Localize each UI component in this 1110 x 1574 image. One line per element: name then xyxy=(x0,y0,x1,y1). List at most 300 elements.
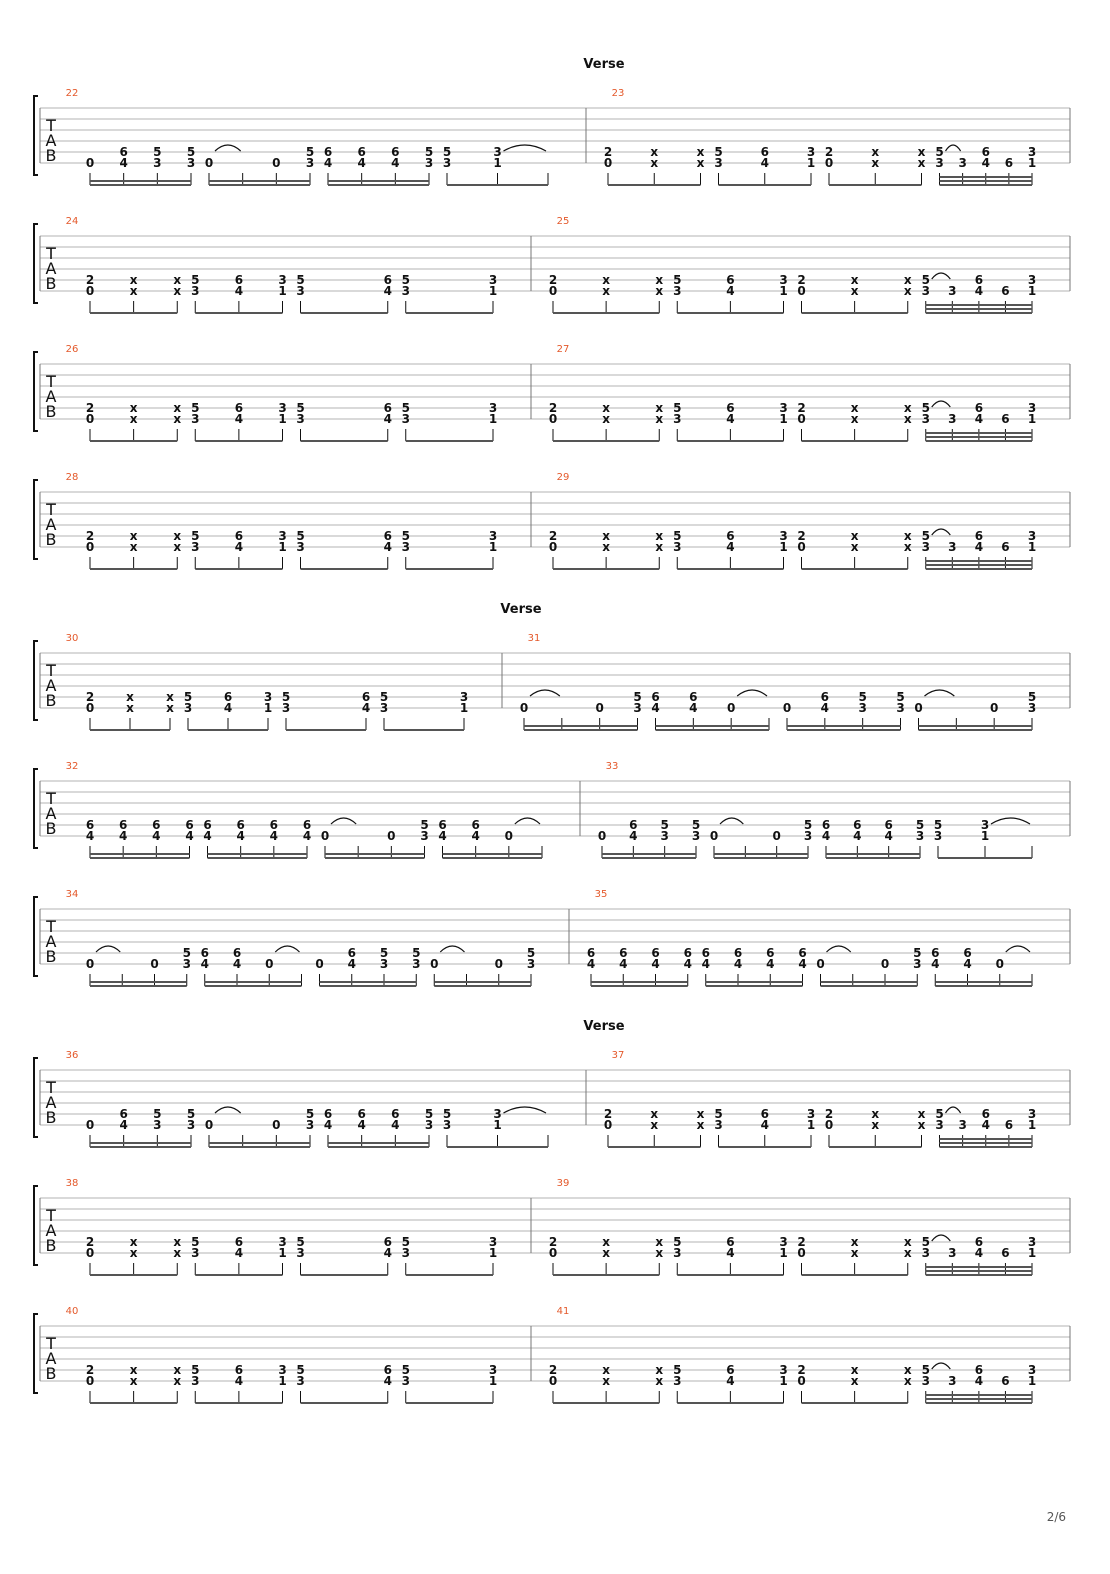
fret-number: 5 xyxy=(401,401,410,415)
tab-clef-letter: T xyxy=(46,1206,56,1225)
fret-number: 2 xyxy=(797,1235,806,1249)
fret-number: 4 xyxy=(391,156,400,170)
fret-number: 6 xyxy=(391,1107,400,1121)
fret-number: 6 xyxy=(323,1107,333,1121)
fret-number: x xyxy=(173,284,182,298)
fret-number: 6 xyxy=(651,690,660,704)
fret-number: 5 xyxy=(401,273,410,287)
measure-number: 34 xyxy=(65,889,79,900)
fret-number: 4 xyxy=(223,701,233,715)
fret-number: 0 xyxy=(504,829,514,843)
fret-number: 6 xyxy=(760,1107,769,1121)
fret-number: 6 xyxy=(884,818,893,832)
tab-clef-letter: B xyxy=(45,947,57,966)
fret-number: x xyxy=(173,1374,182,1388)
fret-number: 3 xyxy=(673,284,682,298)
fret-number: 3 xyxy=(673,540,682,554)
fret-number: 1 xyxy=(779,412,788,426)
fret-number: 6 xyxy=(629,818,638,832)
fret-number: x xyxy=(871,1107,880,1121)
fret-number: 6 xyxy=(619,946,628,960)
fret-number: 3 xyxy=(779,1363,788,1377)
fret-number: 6 xyxy=(974,529,984,543)
fret-number: 5 xyxy=(803,818,813,832)
fret-number: 5 xyxy=(921,529,930,543)
fret-number: 5 xyxy=(858,690,867,704)
fret-number: x xyxy=(871,156,880,170)
tie-arc xyxy=(932,273,951,279)
fret-number: x xyxy=(903,401,912,415)
fret-number: 3 xyxy=(948,1246,957,1260)
fret-number: 5 xyxy=(442,1107,452,1121)
fret-number: 4 xyxy=(974,540,984,554)
fret-number: 4 xyxy=(323,156,333,170)
fret-number: 6 xyxy=(236,818,245,832)
fret-number: 4 xyxy=(236,829,245,843)
fret-number: 2 xyxy=(797,273,806,287)
fret-number: 1 xyxy=(488,284,498,298)
fret-number: x xyxy=(655,1374,664,1388)
fret-number: 4 xyxy=(760,1118,769,1132)
fret-number: 6 xyxy=(302,818,312,832)
fret-number: 4 xyxy=(357,156,366,170)
fret-number: 5 xyxy=(305,1107,315,1121)
fret-number: x xyxy=(850,529,859,543)
system-bracket xyxy=(34,769,38,848)
fret-number: 0 xyxy=(797,540,806,554)
fret-number: 3 xyxy=(935,156,944,170)
fret-number: 6 xyxy=(471,818,480,832)
fret-number: 6 xyxy=(234,273,244,287)
section-label: Verse xyxy=(500,602,542,617)
fret-number: 3 xyxy=(958,156,967,170)
fret-number: x xyxy=(903,412,912,426)
fret-number: 3 xyxy=(806,1107,816,1121)
fret-number: 6 xyxy=(1001,412,1010,426)
fret-number: x xyxy=(129,412,138,426)
fret-number: 3 xyxy=(305,1118,315,1132)
fret-number: 3 xyxy=(488,1235,498,1249)
fret-number: x xyxy=(696,145,705,159)
fret-number: 3 xyxy=(191,1374,200,1388)
fret-number: 6 xyxy=(701,946,710,960)
fret-number: x xyxy=(602,284,610,298)
fret-number: x xyxy=(655,540,664,554)
tab-clef-letter: B xyxy=(45,274,57,293)
tie-arc xyxy=(96,946,120,952)
tie-arc xyxy=(827,946,851,952)
fret-number: x xyxy=(173,529,182,543)
fret-number: 3 xyxy=(488,401,498,415)
system-bracket xyxy=(34,1058,38,1137)
fret-number: x xyxy=(166,701,174,715)
fret-number: 4 xyxy=(391,1118,400,1132)
tie-arc xyxy=(1006,946,1030,952)
fret-number: x xyxy=(655,401,664,415)
fret-number: x xyxy=(850,1246,859,1260)
measure-number: 25 xyxy=(556,216,570,227)
fret-number: 2 xyxy=(85,529,95,543)
fret-number: x xyxy=(173,1363,182,1377)
fret-number: 6 xyxy=(85,818,95,832)
fret-number: 4 xyxy=(651,957,660,971)
fret-number: 5 xyxy=(442,145,452,159)
fret-number: 5 xyxy=(186,1107,196,1121)
fret-number: 6 xyxy=(357,145,366,159)
fret-number: x xyxy=(655,529,664,543)
fret-number: x xyxy=(917,1107,926,1121)
fret-number: 0 xyxy=(150,957,159,971)
system-bracket xyxy=(34,352,38,431)
tab-clef-letter: T xyxy=(46,789,56,808)
fret-number: 3 xyxy=(673,1246,682,1260)
fret-number: 5 xyxy=(714,145,723,159)
tie-arc xyxy=(215,1107,241,1113)
measure-number: 22 xyxy=(65,88,79,99)
fret-number: 2 xyxy=(548,401,558,415)
tab-clef-letter: B xyxy=(45,1108,57,1127)
fret-number: 3 xyxy=(1027,401,1037,415)
fret-number: x xyxy=(903,284,912,298)
tie-arc xyxy=(932,529,951,535)
fret-number: 5 xyxy=(182,946,191,960)
fret-number: x xyxy=(655,273,664,287)
fret-number: 2 xyxy=(85,401,95,415)
fret-number: 3 xyxy=(921,1374,930,1388)
fret-number: 2 xyxy=(548,1363,558,1377)
fret-number: 4 xyxy=(383,412,392,426)
fret-number: 3 xyxy=(305,156,315,170)
measure-number: 39 xyxy=(556,1178,570,1189)
fret-number: 5 xyxy=(673,1363,682,1377)
fret-number: 4 xyxy=(269,829,279,843)
fret-number: 3 xyxy=(921,1246,930,1260)
fret-number: 3 xyxy=(296,540,305,554)
fret-number: 3 xyxy=(633,701,642,715)
fret-number: 4 xyxy=(203,829,212,843)
fret-number: 4 xyxy=(701,957,710,971)
fret-number: 6 xyxy=(361,690,371,704)
fret-number: 3 xyxy=(1027,273,1037,287)
fret-number: x xyxy=(173,1235,182,1249)
fret-number: 0 xyxy=(816,957,825,971)
fret-number: 2 xyxy=(797,401,806,415)
fret-number: 6 xyxy=(586,946,596,960)
fret-number: 3 xyxy=(779,529,788,543)
fret-number: 3 xyxy=(401,1246,410,1260)
fret-number: 0 xyxy=(603,1118,613,1132)
fret-number: 5 xyxy=(191,1235,200,1249)
tab-clef-letter: A xyxy=(45,1349,57,1368)
fret-number: 0 xyxy=(797,412,806,426)
fret-number: 3 xyxy=(779,273,788,287)
fret-number: 4 xyxy=(798,957,807,971)
fret-number: x xyxy=(129,540,138,554)
fret-number: x xyxy=(129,273,138,287)
fret-number: 0 xyxy=(548,1246,558,1260)
fret-number: 3 xyxy=(935,1118,944,1132)
fret-number: 3 xyxy=(281,701,291,715)
fret-number: x xyxy=(173,273,182,287)
fret-number: 2 xyxy=(603,1107,613,1121)
fret-number: 3 xyxy=(186,1118,196,1132)
fret-number: 4 xyxy=(760,156,769,170)
fret-number: 6 xyxy=(234,1235,244,1249)
fret-number: 0 xyxy=(85,412,95,426)
fret-number: 4 xyxy=(234,412,244,426)
fret-number: 2 xyxy=(824,145,834,159)
fret-number: 4 xyxy=(766,957,775,971)
fret-number: 3 xyxy=(488,1363,498,1377)
fret-number: 0 xyxy=(548,412,558,426)
fret-number: 6 xyxy=(981,1107,990,1121)
fret-number: 3 xyxy=(933,829,943,843)
fret-number: 0 xyxy=(726,701,736,715)
fret-number: 6 xyxy=(689,690,698,704)
fret-number: x xyxy=(917,145,926,159)
fret-number: 3 xyxy=(1027,145,1037,159)
fret-number: 3 xyxy=(779,1235,788,1249)
measure-number: 33 xyxy=(605,761,619,772)
fret-number: x xyxy=(129,1363,138,1377)
fret-number: 5 xyxy=(191,1363,200,1377)
fret-number: 6 xyxy=(119,1107,128,1121)
fret-number: 1 xyxy=(1027,1118,1037,1132)
fret-number: 5 xyxy=(896,690,905,704)
fret-number: 3 xyxy=(958,1118,967,1132)
fret-number: 3 xyxy=(948,412,957,426)
fret-number: 3 xyxy=(278,1235,287,1249)
fret-number: 1 xyxy=(1027,284,1037,298)
fret-number: 6 xyxy=(1001,1374,1010,1388)
fret-number: 3 xyxy=(412,957,421,971)
fret-number: 0 xyxy=(797,1374,806,1388)
fret-number: 3 xyxy=(1027,529,1037,543)
fret-number: 3 xyxy=(1027,1107,1037,1121)
fret-number: 3 xyxy=(424,1118,434,1132)
fret-number: 1 xyxy=(278,540,287,554)
fret-number: 5 xyxy=(660,818,669,832)
tie-arc xyxy=(275,946,299,952)
fret-number: 0 xyxy=(85,1118,95,1132)
fret-number: 0 xyxy=(709,829,719,843)
fret-number: 1 xyxy=(1027,1374,1037,1388)
fret-number: 4 xyxy=(357,1118,366,1132)
fret-number: 3 xyxy=(948,284,957,298)
fret-number: 0 xyxy=(272,156,281,170)
fret-number: 0 xyxy=(272,1118,281,1132)
tab-clef-letter: B xyxy=(45,1236,57,1255)
fret-number: x xyxy=(850,401,859,415)
fret-number: 5 xyxy=(933,818,943,832)
fret-number: 3 xyxy=(459,690,469,704)
fret-number: 6 xyxy=(203,818,212,832)
tab-clef-letter: T xyxy=(46,661,56,680)
fret-number: 1 xyxy=(1027,1246,1037,1260)
fret-number: 5 xyxy=(296,273,305,287)
fret-number: x xyxy=(602,1246,610,1260)
fret-number: 6 xyxy=(820,690,830,704)
fret-number: 5 xyxy=(379,946,389,960)
tie-arc xyxy=(515,818,540,824)
fret-number: 2 xyxy=(548,1235,558,1249)
tab-clef-letter: A xyxy=(45,1221,57,1240)
tie-arc xyxy=(991,818,1030,824)
fret-number: x xyxy=(696,156,705,170)
tab-clef-letter: B xyxy=(45,1364,57,1383)
fret-number: 4 xyxy=(726,1246,735,1260)
fret-number: 6 xyxy=(185,818,194,832)
fret-number: 4 xyxy=(853,829,862,843)
fret-number: 1 xyxy=(779,1374,788,1388)
system-bracket xyxy=(34,1186,38,1265)
fret-number: 5 xyxy=(1027,690,1037,704)
fret-number: 3 xyxy=(488,529,498,543)
measure-number: 40 xyxy=(65,1306,79,1317)
fret-number: 4 xyxy=(232,957,242,971)
fret-number: 1 xyxy=(488,1246,498,1260)
tab-clef-letter: A xyxy=(45,131,57,150)
fret-number: 1 xyxy=(278,412,287,426)
fret-number: x xyxy=(917,156,926,170)
fret-number: 1 xyxy=(493,1118,502,1132)
fret-number: 5 xyxy=(714,1107,723,1121)
fret-number: 4 xyxy=(981,1118,990,1132)
fret-number: 6 xyxy=(347,946,356,960)
fret-number: 4 xyxy=(974,1246,984,1260)
fret-number: 6 xyxy=(118,818,128,832)
fret-number: 3 xyxy=(691,829,701,843)
fret-number: 3 xyxy=(278,1363,287,1377)
fret-number: 6 xyxy=(1004,156,1014,170)
fret-number: 5 xyxy=(673,1235,682,1249)
fret-number: x xyxy=(650,1107,659,1121)
fret-number: 4 xyxy=(302,829,312,843)
fret-number: 5 xyxy=(921,1235,930,1249)
fret-number: 3 xyxy=(921,412,930,426)
tab-clef-letter: B xyxy=(45,819,57,838)
fret-number: 2 xyxy=(548,273,558,287)
tie-arc xyxy=(440,946,464,952)
fret-number: 3 xyxy=(442,1118,452,1132)
fret-number: 0 xyxy=(387,829,396,843)
fret-number: 0 xyxy=(782,701,792,715)
fret-number: 3 xyxy=(191,540,200,554)
fret-number: 4 xyxy=(619,957,628,971)
fret-number: 5 xyxy=(921,1363,930,1377)
fret-number: 5 xyxy=(186,145,196,159)
fret-number: 5 xyxy=(633,690,642,704)
fret-number: 6 xyxy=(726,1363,735,1377)
fret-number: 4 xyxy=(383,1374,392,1388)
fret-number: 3 xyxy=(526,957,536,971)
fret-number: 3 xyxy=(296,412,305,426)
tab-clef-letter: A xyxy=(45,259,57,278)
fret-number: 4 xyxy=(974,1374,984,1388)
tie-arc xyxy=(504,1107,547,1113)
fret-number: 3 xyxy=(660,829,669,843)
fret-number: 3 xyxy=(183,701,193,715)
fret-number: 6 xyxy=(232,946,242,960)
fret-number: x xyxy=(129,1235,138,1249)
fret-number: 4 xyxy=(85,829,95,843)
fret-number: 3 xyxy=(913,957,922,971)
fret-number: 3 xyxy=(921,284,930,298)
fret-number: 5 xyxy=(935,145,944,159)
tie-arc xyxy=(946,1107,961,1113)
fret-number: 3 xyxy=(493,1107,502,1121)
tie-arc xyxy=(720,818,743,824)
fret-number: 5 xyxy=(183,690,193,704)
fret-number: 3 xyxy=(379,701,389,715)
fret-number: 0 xyxy=(989,701,999,715)
fret-number: 1 xyxy=(278,1246,287,1260)
fret-number: 5 xyxy=(921,273,930,287)
fret-number: 0 xyxy=(85,957,95,971)
fret-number: 1 xyxy=(488,412,498,426)
fret-number: x xyxy=(871,145,880,159)
fret-number: 4 xyxy=(383,284,392,298)
fret-number: x xyxy=(173,412,182,426)
fret-number: 0 xyxy=(265,957,274,971)
fret-number: 5 xyxy=(379,690,389,704)
fret-number: x xyxy=(173,540,182,554)
fret-number: 3 xyxy=(296,1246,305,1260)
fret-number: 6 xyxy=(234,1363,244,1377)
fret-number: 0 xyxy=(315,957,324,971)
fret-number: 0 xyxy=(494,957,503,971)
fret-number: 4 xyxy=(974,412,984,426)
tie-arc xyxy=(932,1363,951,1369)
fret-number: 0 xyxy=(548,1374,558,1388)
fret-number: x xyxy=(129,401,138,415)
fret-number: 3 xyxy=(186,156,196,170)
fret-number: 3 xyxy=(296,284,305,298)
tab-clef-letter: B xyxy=(45,691,57,710)
fret-number: x xyxy=(650,156,659,170)
tie-arc xyxy=(946,145,961,151)
measure-number: 32 xyxy=(65,761,79,772)
fret-number: 5 xyxy=(673,529,682,543)
fret-number: 6 xyxy=(383,1363,392,1377)
fret-number: 6 xyxy=(1001,284,1010,298)
fret-number: 1 xyxy=(1027,412,1037,426)
tie-arc xyxy=(504,145,547,151)
fret-number: 5 xyxy=(401,529,410,543)
fret-number: 3 xyxy=(420,829,429,843)
fret-number: 4 xyxy=(981,156,990,170)
fret-number: 6 xyxy=(981,145,990,159)
tab-clef-letter: T xyxy=(46,244,56,263)
fret-number: 6 xyxy=(974,401,984,415)
fret-number: 4 xyxy=(471,829,480,843)
section-label: Verse xyxy=(583,57,625,72)
fret-number: 3 xyxy=(948,1374,957,1388)
fret-number: 2 xyxy=(85,1235,95,1249)
fret-number: 4 xyxy=(726,540,735,554)
measure-number: 30 xyxy=(65,633,79,644)
fret-number: 1 xyxy=(806,156,816,170)
fret-number: x xyxy=(696,1118,705,1132)
fret-number: 4 xyxy=(118,829,128,843)
fret-number: 5 xyxy=(191,401,200,415)
fret-number: 4 xyxy=(361,701,371,715)
fret-number: 1 xyxy=(488,1374,498,1388)
fret-number: 4 xyxy=(234,284,244,298)
fret-number: 3 xyxy=(493,145,502,159)
fret-number: 6 xyxy=(383,401,392,415)
fret-number: 0 xyxy=(824,156,834,170)
